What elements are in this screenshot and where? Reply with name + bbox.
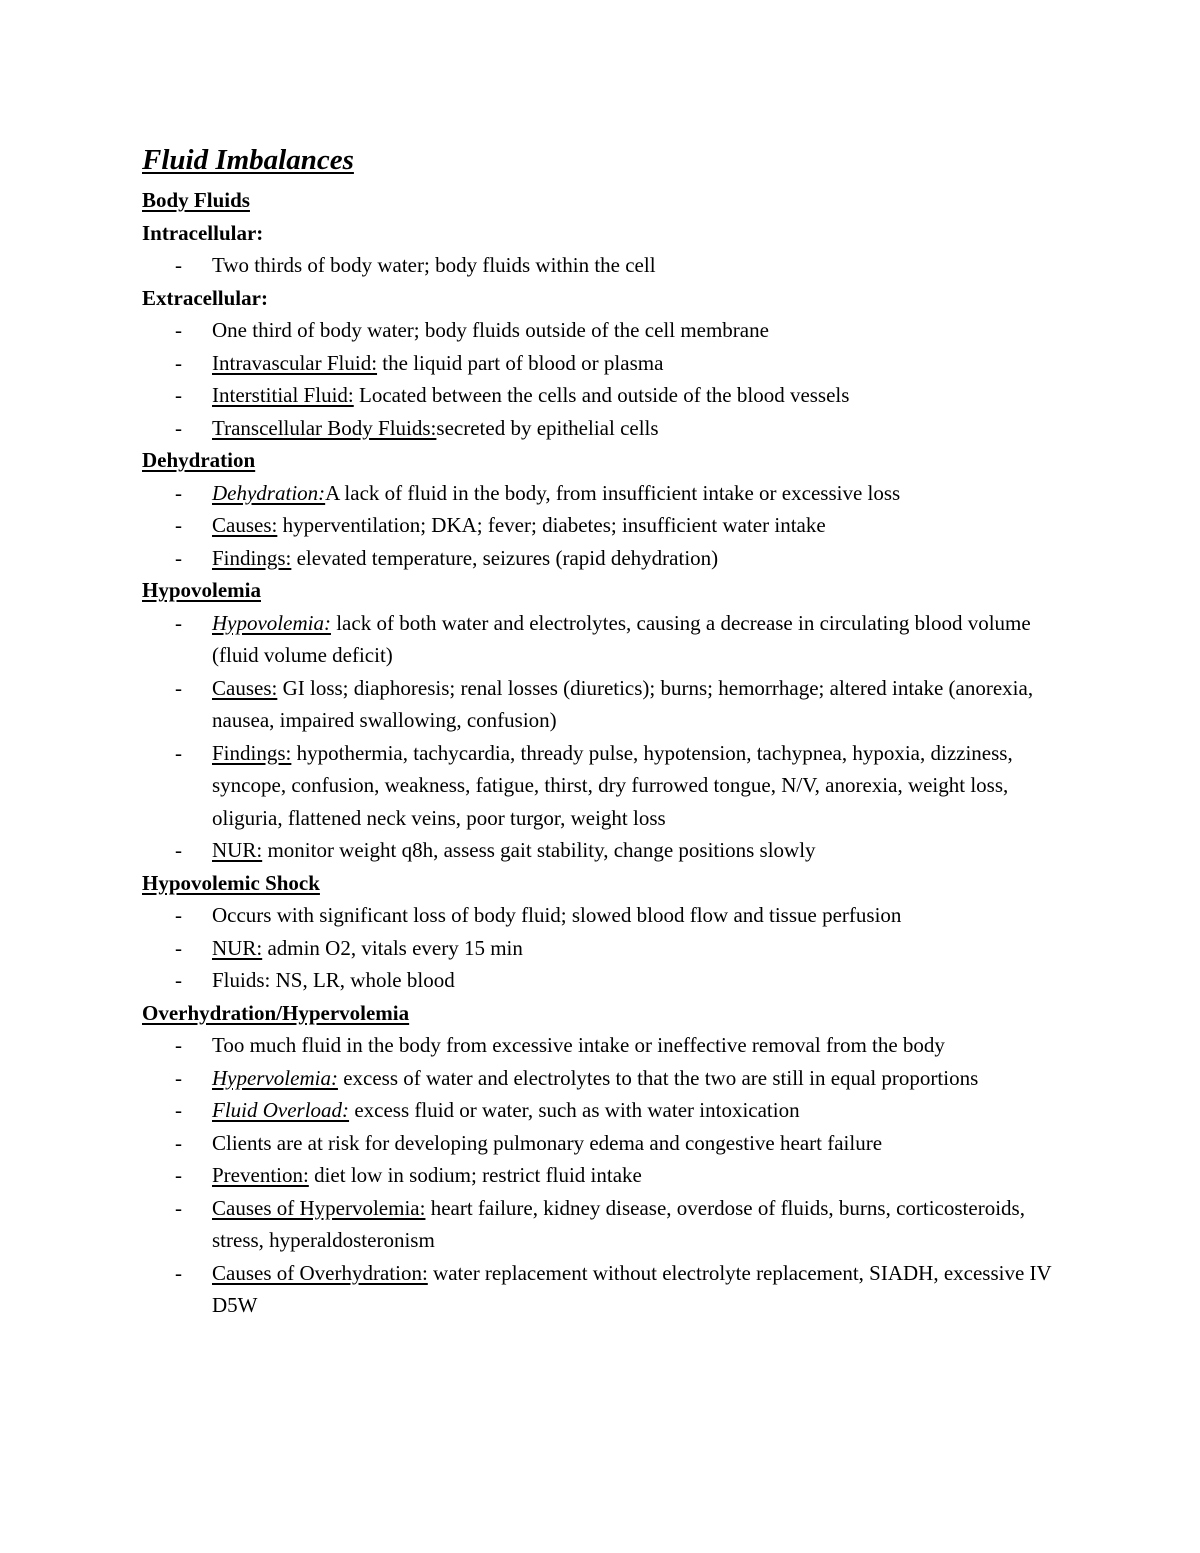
item-label: Intravascular Fluid: [212, 350, 378, 375]
section-heading: Hypovolemic Shock [142, 870, 320, 895]
dash-bullet: - [175, 513, 182, 537]
item-label: Findings: [212, 740, 292, 765]
dash-bullet: - [175, 1033, 182, 1057]
item-label: Fluid Overload: [212, 1098, 350, 1122]
list-item [142, 477, 1082, 510]
list-item [142, 1094, 1082, 1127]
dash-bullet: - [175, 318, 182, 342]
list-item [142, 932, 1082, 965]
section-heading: Intracellular: [142, 220, 264, 245]
dash-bullet: - [175, 545, 182, 570]
item-text: One third of body water; body fluids outside of the cell membrane [212, 318, 769, 342]
dash-bullet: - [175, 1260, 182, 1285]
dash-bullet: - [175, 675, 182, 700]
item-text: elevated temperature, seizures (rapid dehydration) [291, 545, 719, 570]
bullet-list [142, 607, 1082, 867]
dash-bullet: - [175, 253, 182, 277]
list-item [142, 314, 1082, 347]
list-item [142, 899, 1082, 932]
dash-bullet: - [175, 935, 182, 960]
item-text: Too much fluid in the body from excessive intake or ineffective removal from the body [212, 1033, 945, 1057]
list-item [142, 737, 1082, 835]
item-text: Fluids: NS, LR, whole blood [212, 968, 455, 992]
dash-bullet: - [175, 903, 182, 927]
item-text: Two thirds of body water; body fluids within the cell [212, 253, 656, 277]
dash-bullet: - [175, 968, 182, 992]
section-heading: Dehydration [142, 448, 256, 472]
item-text: Clients are at risk for developing pulmonary edema and congestive heart failure [212, 1130, 883, 1155]
item-label: Causes: [212, 513, 278, 537]
document-content [142, 140, 1082, 1322]
item-text: A lack of fluid in the body, from insufficient intake or excessive loss [325, 480, 901, 505]
item-text: hyperventilation; DKA; fever; diabetes; insufficient water intake [277, 513, 826, 537]
list-item [142, 1192, 1082, 1257]
list-item [142, 672, 1082, 737]
list-item [142, 1257, 1082, 1322]
item-label: Hypervolemia: [212, 1065, 338, 1090]
item-label: Causes: [212, 675, 278, 700]
list-item [142, 542, 1082, 575]
item-text: Located between the cells and outside of the blood vessels [353, 383, 850, 407]
section-heading: Overhydration/Hypervolemia [142, 1000, 410, 1025]
item-label: Hypovolemia: [212, 610, 331, 635]
sections-container [142, 184, 1082, 1322]
item-text: excess fluid or water, such as with water intoxication [349, 1098, 800, 1122]
list-item [142, 412, 1082, 445]
section-heading: Body Fluids [142, 188, 250, 212]
item-text: lack of both water and electrolytes, causing a decrease in circulating blood volume (fluid volume deficit) [212, 610, 1031, 667]
item-label: Causes of Hypervolemia: [212, 1195, 426, 1220]
dash-bullet: - [175, 1163, 182, 1187]
list-item [142, 1062, 1082, 1095]
bullet-list [142, 1029, 1082, 1322]
item-text: secreted by epithelial cells [436, 415, 659, 440]
document-title: Fluid Imbalances [142, 144, 354, 176]
dash-bullet: - [175, 1130, 182, 1155]
list-item [142, 1029, 1082, 1062]
item-text: diet low in sodium; restrict fluid intake [308, 1163, 642, 1187]
dash-bullet: - [175, 383, 182, 407]
item-label: Transcellular Body Fluids: [212, 415, 437, 440]
item-label: Interstitial Fluid: [212, 383, 354, 407]
item-label: Causes of Overhydration: [212, 1260, 428, 1285]
dash-bullet: - [175, 1098, 182, 1122]
bullet-list [142, 314, 1082, 444]
list-item [142, 607, 1082, 672]
bullet-list [142, 899, 1082, 997]
list-item [142, 964, 1082, 997]
dash-bullet: - [175, 480, 182, 505]
list-item [142, 249, 1082, 282]
dash-bullet: - [175, 740, 182, 765]
dash-bullet: - [175, 610, 182, 635]
item-text: GI loss; diaphoresis; renal losses (diuretics); burns; hemorrhage; altered intake (anorexia, nausea, impaired swallowing, confusion) [212, 675, 1034, 732]
dash-bullet: - [175, 415, 182, 440]
item-label: Prevention: [212, 1163, 309, 1187]
bullet-list [142, 249, 1082, 282]
dash-bullet: - [175, 350, 182, 375]
item-text: Occurs with significant loss of body fluid; slowed blood flow and tissue perfusion [212, 903, 902, 927]
item-text: monitor weight q8h, assess gait stability, change positions slowly [262, 838, 816, 862]
list-item [142, 834, 1082, 867]
item-text: hypothermia, tachycardia, thready pulse, hypotension, tachypnea, hypoxia, dizziness, syncope, confusion, weakness, fatigue, thirst, dry furrowed tongue, N/V, anorexia, weight loss, oliguria, flattened neck veins, poor turgor, weight loss [212, 740, 1013, 830]
dash-bullet: - [175, 1195, 182, 1220]
item-text: admin O2, vitals every 15 min [262, 935, 523, 960]
item-label: Findings: [212, 545, 292, 570]
list-item [142, 347, 1082, 380]
item-text: excess of water and electrolytes to that the two are still in equal proportions [337, 1065, 979, 1090]
list-item [142, 379, 1082, 412]
bullet-list [142, 477, 1082, 575]
dash-bullet: - [175, 838, 182, 862]
item-text: heart failure, kidney disease, overdose of fluids, burns, corticosteroids, stress, hyperaldosteronism [212, 1195, 1025, 1252]
list-item [142, 1159, 1082, 1192]
item-label: Dehydration: [212, 480, 326, 505]
section-heading: Hypovolemia [142, 578, 261, 602]
dash-bullet: - [175, 1065, 182, 1090]
item-label: NUR: [212, 935, 263, 960]
item-text: the liquid part of blood or plasma [377, 350, 664, 375]
item-label: NUR: [212, 838, 263, 862]
item-text: water replacement without electrolyte replacement, SIADH, excessive IV D5W [212, 1260, 1052, 1317]
list-item [142, 1127, 1082, 1160]
list-item [142, 509, 1082, 542]
section-heading: Extracellular: [142, 285, 268, 310]
